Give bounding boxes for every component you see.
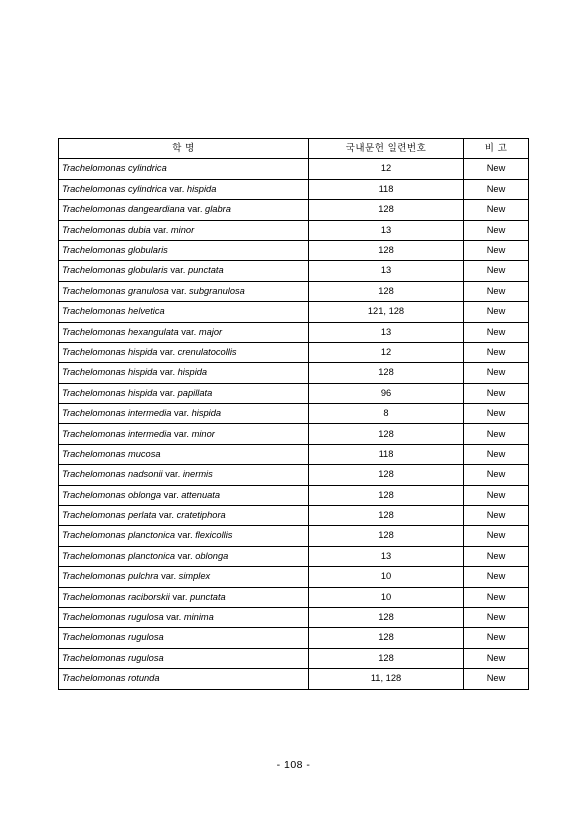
species-text: rugulosa — [127, 652, 164, 663]
scientific-name-cell — [59, 404, 309, 424]
reference-number-cell: 128 — [309, 363, 464, 383]
remarks-cell: New — [464, 444, 529, 464]
remarks-cell: New — [464, 159, 529, 179]
scientific-name-cell — [59, 526, 309, 546]
table-row — [59, 587, 529, 607]
remarks-cell: New — [464, 261, 529, 281]
reference-number-cell: 128 — [309, 485, 464, 505]
remarks-cell: New — [464, 220, 529, 240]
reference-number-cell: 118 — [309, 179, 464, 199]
reference-number-cell: 10 — [309, 587, 464, 607]
var-label-text: var. — [177, 530, 193, 541]
var-label-text: var. — [174, 428, 189, 439]
remarks-cell: New — [464, 179, 529, 199]
table-row — [59, 546, 529, 566]
species-text: intermedia — [127, 428, 172, 439]
genus-text: Trachelomonas — [62, 510, 126, 521]
table-row — [59, 424, 529, 444]
genus-text: Trachelomonas — [62, 346, 126, 357]
reference-number-cell: 121, 128 — [309, 302, 464, 322]
variety-text: flexicollis — [195, 530, 233, 541]
species-table — [58, 138, 529, 690]
variety-text: minor — [191, 428, 215, 439]
remarks-cell: New — [464, 567, 529, 587]
var-label-text: var. — [160, 346, 176, 357]
scientific-name-cell — [59, 159, 309, 179]
scientific-name-cell — [59, 485, 309, 505]
table-row — [59, 444, 529, 464]
scientific-name-cell — [59, 567, 309, 587]
genus-text: Trachelomonas — [62, 183, 126, 194]
species-text: globularis — [127, 265, 168, 276]
reference-number-cell: 8 — [309, 404, 464, 424]
reference-number-cell: 128 — [309, 648, 464, 668]
table-row — [59, 465, 529, 485]
scientific-name-cell — [59, 669, 309, 689]
scientific-name-cell — [59, 546, 309, 566]
species-text: pulchra — [127, 571, 159, 582]
variety-text: oblonga — [195, 550, 229, 561]
page-number: - 108 - — [276, 759, 311, 771]
remarks-cell: New — [464, 648, 529, 668]
var-label-text: var. — [166, 612, 182, 623]
table-row — [59, 179, 529, 199]
var-label-text: var. — [160, 387, 176, 398]
genus-text: Trachelomonas — [62, 408, 126, 419]
species-text: nadsonii — [127, 469, 163, 480]
variety-text: major — [198, 326, 223, 337]
reference-number-cell: 11, 128 — [309, 669, 464, 689]
species-text: dubia — [127, 224, 151, 235]
reference-number-cell: 128 — [309, 526, 464, 546]
var-label-text: var. — [169, 183, 185, 194]
reference-number-cell: 128 — [309, 506, 464, 526]
reference-number-cell: 128 — [309, 607, 464, 627]
table-row — [59, 240, 529, 260]
table-row — [59, 200, 529, 220]
remarks-cell: New — [464, 342, 529, 362]
remarks-cell: New — [464, 240, 529, 260]
remarks-cell: New — [464, 383, 529, 403]
var-label-text: var. — [165, 469, 181, 480]
scientific-name-cell — [59, 383, 309, 403]
genus-text: Trachelomonas — [62, 163, 126, 174]
variety-text: hispida — [177, 367, 208, 378]
var-label-text: var. — [153, 224, 169, 235]
remarks-cell: New — [464, 526, 529, 546]
table-row — [59, 322, 529, 342]
species-text: rugulosa — [127, 612, 164, 623]
variety-text: glabra — [205, 204, 231, 215]
species-text: hexangulata — [127, 326, 179, 337]
reference-number-cell: 128 — [309, 281, 464, 301]
remarks-cell: New — [464, 424, 529, 444]
genus-text: Trachelomonas — [62, 367, 126, 378]
scientific-name-cell — [59, 607, 309, 627]
genus-text: Trachelomonas — [62, 448, 126, 459]
variety-text: punctata — [187, 265, 224, 276]
variety-text: attenuata — [181, 489, 221, 500]
scientific-name-cell — [59, 220, 309, 240]
var-label-text: var. — [159, 510, 175, 521]
table-row — [59, 159, 529, 179]
header-reference-number: 국내문헌 일련번호 — [309, 139, 464, 159]
variety-text: minima — [183, 612, 214, 623]
var-label-text: var. — [163, 489, 179, 500]
genus-text: Trachelomonas — [62, 673, 126, 684]
table-row — [59, 281, 529, 301]
reference-number-cell: 12 — [309, 342, 464, 362]
species-text: mucosa — [127, 448, 161, 459]
species-text: cylindrica — [127, 183, 167, 194]
species-text: cylindrica — [127, 163, 167, 174]
genus-text: Trachelomonas — [62, 652, 126, 663]
var-label-text: var. — [174, 408, 189, 419]
species-text: perlata — [127, 510, 157, 521]
genus-text: Trachelomonas — [62, 530, 126, 541]
header-scientific-name: 학 명 — [59, 139, 309, 159]
species-text: granulosa — [127, 285, 169, 296]
variety-text: simplex — [178, 571, 211, 582]
variety-text: crenulatocollis — [177, 346, 237, 357]
remarks-cell: New — [464, 669, 529, 689]
table-body — [59, 159, 529, 689]
table-row — [59, 302, 529, 322]
reference-number-cell: 128 — [309, 240, 464, 260]
remarks-cell: New — [464, 628, 529, 648]
scientific-name-cell — [59, 302, 309, 322]
table-row — [59, 669, 529, 689]
scientific-name-cell — [59, 342, 309, 362]
table-row — [59, 607, 529, 627]
genus-text: Trachelomonas — [62, 245, 126, 255]
table-row — [59, 648, 529, 668]
table-row — [59, 526, 529, 546]
species-text: hispida — [127, 387, 158, 398]
reference-number-cell: 12 — [309, 159, 464, 179]
header-remarks: 비 고 — [464, 139, 529, 159]
species-text: rugulosa — [127, 632, 164, 643]
genus-text: Trachelomonas — [62, 387, 126, 398]
table-row — [59, 485, 529, 505]
reference-number-cell: 118 — [309, 444, 464, 464]
remarks-cell: New — [464, 200, 529, 220]
genus-text: Trachelomonas — [62, 571, 126, 582]
var-label-text: var. — [177, 550, 193, 561]
table-row — [59, 628, 529, 648]
species-text: helvetica — [127, 306, 165, 317]
var-label-text: var. — [172, 591, 188, 602]
genus-text: Trachelomonas — [62, 612, 126, 623]
variety-text: punctata — [190, 591, 226, 602]
species-text: intermedia — [127, 408, 172, 419]
scientific-name-cell — [59, 179, 309, 199]
remarks-cell: New — [464, 363, 529, 383]
reference-number-cell: 128 — [309, 200, 464, 220]
variety-text: cratetiphora — [176, 510, 226, 521]
species-text: hispida — [127, 367, 158, 378]
table-row — [59, 220, 529, 240]
table-row — [59, 383, 529, 403]
var-label-text: var. — [161, 571, 177, 582]
table-row — [59, 404, 529, 424]
scientific-name-cell — [59, 424, 309, 444]
remarks-cell: New — [464, 322, 529, 342]
species-text: globularis — [127, 245, 168, 255]
scientific-name-cell — [59, 648, 309, 668]
remarks-cell: New — [464, 281, 529, 301]
variety-text: minor — [170, 224, 195, 235]
var-label-text: var. — [171, 285, 187, 296]
reference-number-cell: 13 — [309, 261, 464, 281]
genus-text: Trachelomonas — [62, 285, 126, 296]
genus-text: Trachelomonas — [62, 306, 126, 317]
genus-text: Trachelomonas — [62, 489, 126, 500]
genus-text: Trachelomonas — [62, 632, 126, 643]
genus-text: Trachelomonas — [62, 550, 126, 561]
reference-number-cell: 128 — [309, 628, 464, 648]
species-text: dangeardiana — [127, 204, 185, 215]
remarks-cell: New — [464, 546, 529, 566]
variety-text: papillata — [177, 387, 213, 398]
variety-text: hispida — [186, 183, 217, 194]
genus-text: Trachelomonas — [62, 326, 126, 337]
var-label-text: var. — [181, 326, 197, 337]
reference-number-cell: 13 — [309, 322, 464, 342]
scientific-name-cell — [59, 322, 309, 342]
species-text: raciborskii — [127, 591, 170, 602]
reference-number-cell: 13 — [309, 546, 464, 566]
remarks-cell: New — [464, 302, 529, 322]
reference-number-cell: 96 — [309, 383, 464, 403]
variety-text: inermis — [182, 469, 213, 480]
reference-number-cell: 128 — [309, 465, 464, 485]
scientific-name-cell — [59, 465, 309, 485]
scientific-name-cell — [59, 281, 309, 301]
table-header-row — [59, 139, 529, 159]
genus-text: Trachelomonas — [62, 265, 126, 276]
remarks-cell: New — [464, 404, 529, 424]
scientific-name-cell — [59, 444, 309, 464]
species-text: planctonica — [127, 530, 176, 541]
remarks-cell: New — [464, 506, 529, 526]
species-text: rotunda — [127, 673, 160, 684]
table-row — [59, 363, 529, 383]
reference-number-cell: 128 — [309, 424, 464, 444]
reference-number-cell: 13 — [309, 220, 464, 240]
scientific-name-cell — [59, 240, 309, 260]
table-row — [59, 261, 529, 281]
remarks-cell: New — [464, 465, 529, 485]
variety-text: subgranulosa — [189, 285, 245, 296]
genus-text: Trachelomonas — [62, 591, 126, 602]
scientific-name-cell — [59, 261, 309, 281]
scientific-name-cell — [59, 587, 309, 607]
remarks-cell: New — [464, 587, 529, 607]
var-label-text: var. — [160, 367, 176, 378]
remarks-cell: New — [464, 485, 529, 505]
var-label-text: var. — [170, 265, 186, 276]
genus-text: Trachelomonas — [62, 224, 126, 235]
scientific-name-cell — [59, 363, 309, 383]
var-label-text: var. — [187, 204, 203, 215]
species-text: planctonica — [127, 550, 176, 561]
genus-text: Trachelomonas — [62, 428, 126, 439]
remarks-cell: New — [464, 607, 529, 627]
table-row — [59, 506, 529, 526]
table-row — [59, 342, 529, 362]
scientific-name-cell — [59, 200, 309, 220]
scientific-name-cell — [59, 628, 309, 648]
scientific-name-cell — [59, 506, 309, 526]
species-text: hispida — [127, 346, 158, 357]
reference-number-cell: 10 — [309, 567, 464, 587]
table-row — [59, 567, 529, 587]
variety-text: hispida — [191, 408, 222, 419]
species-text: oblonga — [127, 489, 162, 500]
genus-text: Trachelomonas — [62, 204, 126, 215]
genus-text: Trachelomonas — [62, 469, 126, 480]
